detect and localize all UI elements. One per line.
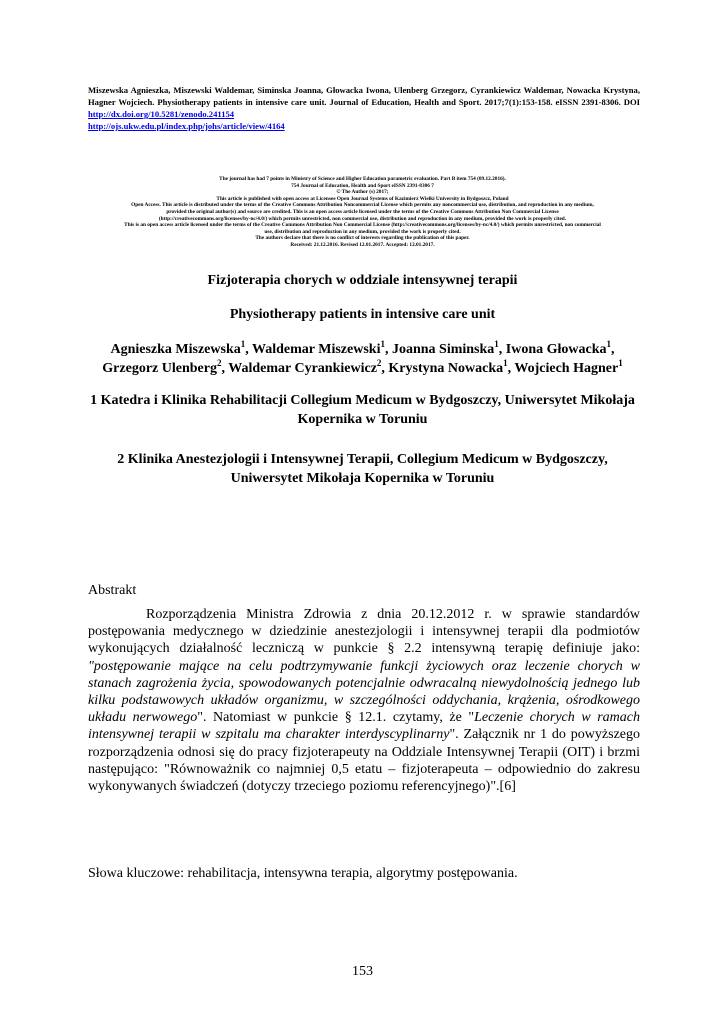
abstract-text: ". Natomiast w punkcie § 12.1. czytamy, że " bbox=[197, 710, 475, 726]
notice-line: 754 Journal of Education, Health and Sport eISSN 2391-8306 7 bbox=[291, 182, 434, 189]
author-separator: , bbox=[611, 342, 615, 357]
abstract-body bbox=[88, 606, 640, 795]
notice-line: © The Author (s) 2017; bbox=[336, 189, 389, 196]
notice-line: Received: 21.12.2016. Revised 12.01.2017. Accepted: 12.01.2017. bbox=[290, 241, 435, 248]
notice-line: Open Access. This article is distributed under the terms of the Creative Commons Attribution Noncommercial License which permits any noncommercial use, distribution, and reproduction in any medium, bbox=[131, 202, 594, 209]
title-english: Physiotherapy patients in intensive care unit bbox=[229, 307, 496, 322]
author-affiliation-mark: 1 bbox=[618, 358, 623, 368]
affiliation-2: 2 Klinika Anestezjologii i Intensywnej Terapii, Collegium Medicum w Bydgoszczy, Uniwersytet Mikołaja Kopernika w Toruniu bbox=[117, 452, 608, 486]
author-affiliation-mark: 1 bbox=[494, 339, 499, 349]
citation-block bbox=[88, 84, 640, 132]
author-name: Waldemar Miszewski bbox=[252, 342, 381, 357]
author-name: Grzegorz Ulenberg bbox=[102, 361, 217, 376]
author-name: Waldemar Cyrankiewicz bbox=[228, 361, 377, 376]
notice-line: This article is published with open access at Licensee Open Journal Systems of Kazimierz Wielki University in Bydgoszcz, Poland bbox=[216, 195, 509, 202]
title-polish: Fizjoterapia chorych w oddziale intensywnej terapii bbox=[207, 273, 518, 288]
author-affiliation-mark: 1 bbox=[606, 339, 612, 349]
journal-notice bbox=[80, 176, 645, 249]
doi-link[interactable]: http://dx.doi.org/10.5281/zenodo.241154 bbox=[88, 109, 235, 119]
author-separator: , bbox=[498, 342, 506, 357]
author-separator: , bbox=[507, 361, 515, 376]
author-affiliation-mark: 2 bbox=[216, 358, 222, 368]
author-separator: , bbox=[221, 361, 229, 376]
notice-line: provided the original author(s) and source are credited. This is an open access article licensed under the terms of the Creative Commons Attribution Non Commercial License bbox=[166, 208, 559, 215]
article-url-link[interactable]: http://ojs.ukw.edu.pl/index.php/johs/article/view/4164 bbox=[88, 121, 285, 131]
notice-line: (http://creativecommons.org/licenses/by-nc/4.0/) which permits unrestricted, non commercial use, distribution and reproduction in any medium, provided the work is properly cited. bbox=[158, 215, 567, 222]
keywords: Słowa kluczowe: rehabilitacja, intensywna terapia, algorytmy postępowania. bbox=[88, 866, 518, 881]
page-number: 153 bbox=[352, 964, 373, 979]
author-separator: , bbox=[245, 342, 252, 357]
abstract-quote: Leczenie chorych w ramach intensywnej terapii w szpitalu ma charakter interdyscyplinarny bbox=[88, 710, 641, 743]
abstract-heading: Abstrakt bbox=[88, 583, 137, 598]
notice-line: use, distribution and reproduction in any medium, provided the work is properly cited. bbox=[264, 228, 461, 235]
abstract-quote: "postępowanie mające na celu podtrzymywanie funkcji życiowych oraz leczenie chorych w stanach zagrożenia życia, spowodowanych potencjalnie odwracalną niewydolnością jednego lub kilku podstawowych układów organizmu, w szczególności oddychania, krążenia, ośrodkowego układu nerwowego bbox=[88, 658, 640, 726]
notice-line: This is an open access article licensed under the terms of the Creative Commons Attribution Non Commercial License (http://creativecommons.org/licenses/by-nc/4.0/) which permits unrestricted, non commercial bbox=[124, 222, 601, 229]
author-affiliation-mark: 2 bbox=[376, 358, 382, 368]
author-affiliation-mark: 1 bbox=[503, 358, 508, 368]
author-name: Agnieszka Miszewska bbox=[110, 342, 241, 357]
author-separator: , bbox=[381, 361, 389, 376]
author-list bbox=[60, 340, 665, 378]
author-affiliation-mark: 1 bbox=[380, 339, 385, 349]
abstract-text: ". Załącznik nr 1 do powyższego rozporządzenia odnosi się do pracy fizjoterapeuty na Oddziale Intensywnej Terapii (OIT) i brzmi następująco: "Równoważnik co najmniej 0,5 etatu – fizjoterapeuta – odpowiednio do zakresu wykonywanych świadczeń (dotyczy trzeciego poziomu referencyjnego)".[6] bbox=[88, 727, 640, 795]
author-affiliation-mark: 1 bbox=[240, 339, 246, 349]
author-name: Wojciech Hagner bbox=[514, 361, 619, 376]
notice-line: The authors declare that there is no conflict of interests regarding the publication of this paper. bbox=[255, 235, 470, 242]
abstract-text: Rozporządzenia Ministra Zdrowia z dnia 20.12.2012 r. w sprawie standardów postępowania medycznego w dziedzinie anestezjologii i intensywnej terapii dla podmiotów wykonujących działalność leczniczą w punkcie § 2.2 intensywną terapię definiuje jako: bbox=[88, 607, 640, 657]
citation-text: Miszewska Agnieszka, Miszewski Waldemar, Siminska Joanna, Głowacka Iwona, Ulenberg Grzegorz, Cyrankiewicz Waldemar, Nowacka Krystyna, Hagner Wojciech. Physiotherapy patients in intensive care unit. Journal of Education, Health and Sport. 2017;7(1):153-158. eISSN 2391-8306. DOI bbox=[88, 85, 640, 107]
author-name: Joanna Siminska bbox=[391, 342, 495, 357]
author-name: Krystyna Nowacka bbox=[388, 361, 504, 376]
author-separator: , bbox=[384, 342, 392, 357]
notice-line: The journal has had 7 points in Ministry of Science and Higher Education parametric evaluation. Part B item 754 (09.12.2016). bbox=[219, 176, 506, 182]
author-name: Iwona Głowacka bbox=[505, 342, 607, 357]
affiliation-1: 1 Katedra i Klinika Rehabilitacji Collegium Medicum w Bydgoszczy, Uniwersytet Mikołaja Kopernika w Toruniu bbox=[90, 393, 635, 427]
